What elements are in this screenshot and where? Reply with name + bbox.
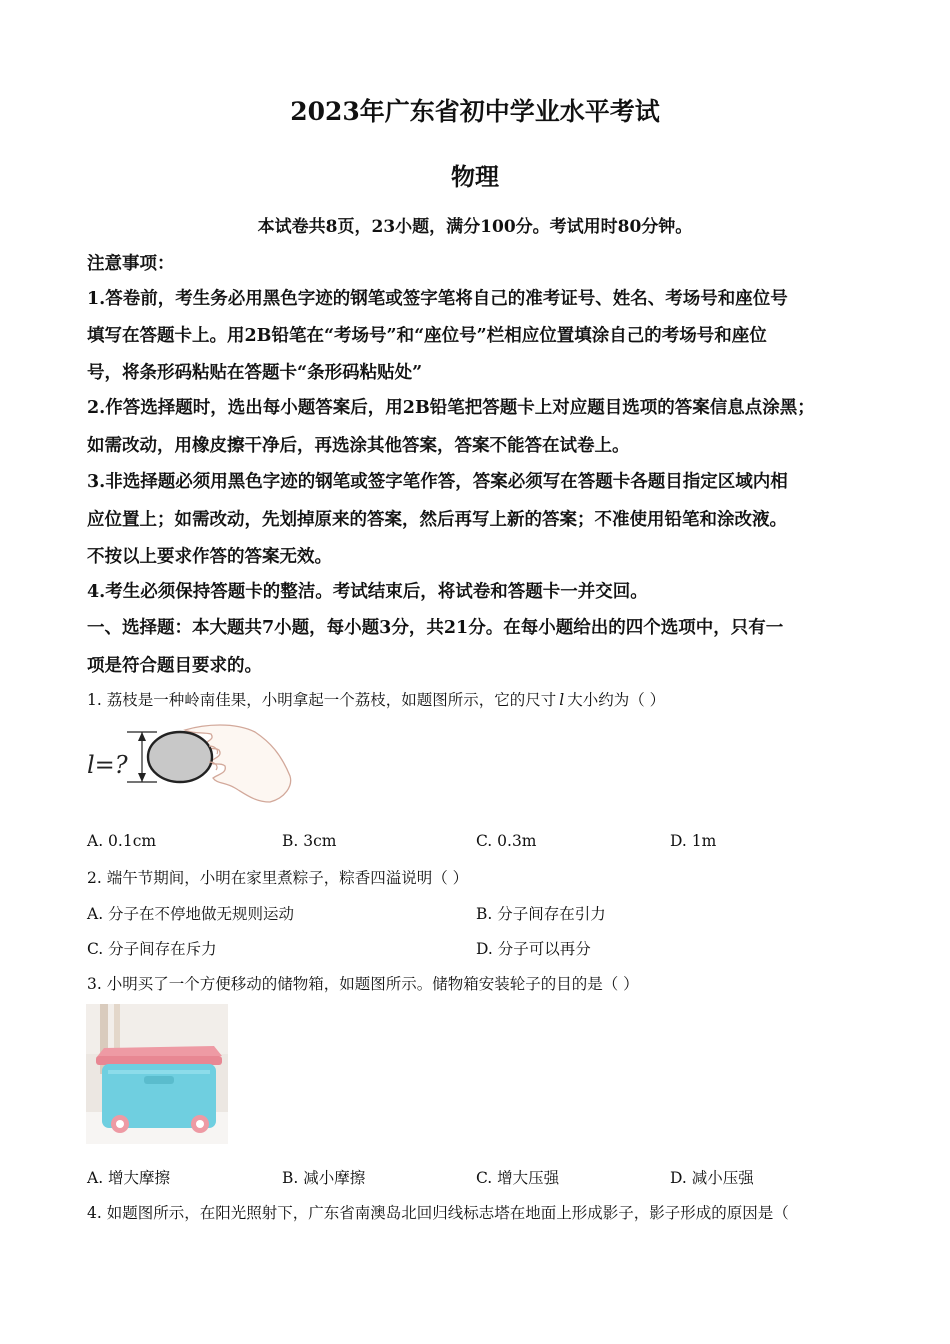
storage-box-photo <box>86 1004 228 1144</box>
option-a: A. 分子在不停地做无规则运动 <box>87 905 295 923</box>
option-d: D. 分子可以再分 <box>476 940 591 958</box>
notice-line: 1.答卷前，考生务必用黑色字迹的钢笔或签字笔将自己的准考证号、姓名、考场号和座位号 <box>87 289 788 309</box>
section-heading: 一、选择题：本大题共7小题，每小题3分，共21分。在每小题给出的四个选项中，只有一 <box>87 618 784 638</box>
notice-line: 如需改动，用橡皮擦干净后，再选涂其他答案，答案不能答在试卷上。 <box>87 436 630 456</box>
option-b: B. 3cm <box>282 832 337 850</box>
option-d: D. 1m <box>670 832 717 850</box>
question-stem: 2. 端午节期间，小明在家里煮粽子，粽香四溢说明（ ） <box>87 869 469 887</box>
exam-info: 本试卷共8页，23小题，满分100分。考试用时80分钟。 <box>257 217 693 237</box>
option-c: C. 0.3m <box>476 832 537 850</box>
option-a: A. 增大摩擦 <box>87 1169 171 1187</box>
question-stem: 1. 荔枝是一种岭南佳果，小明拿起一个荔枝，如题图所示，它的尺寸 l 大小约为（ ） <box>87 691 666 709</box>
section-heading: 项是符合题目要求的。 <box>87 656 262 676</box>
notice-heading: 注意事项： <box>87 254 175 274</box>
notice-line: 不按以上要求作答的答案无效。 <box>87 547 332 567</box>
option-c: C. 增大压强 <box>476 1169 560 1187</box>
notice-line: 2.作答选择题时，选出每小题答案后，用2B铅笔把答题卡上对应题目选项的答案信息点涂黑； <box>87 398 815 418</box>
option-c: C. 分子间存在斥力 <box>87 940 217 958</box>
option-b: B. 分子间存在引力 <box>476 905 606 923</box>
variable-l: l <box>559 691 565 709</box>
exam-subject: 物理 <box>451 162 499 191</box>
question-stem: 4. 如题图所示，在阳光照射下，广东省南澳岛北回归线标志塔在地面上形成影子，影子形成的原因是（ <box>87 1204 789 1222</box>
figure-label: l=? <box>87 751 128 779</box>
lychee-hand-figure <box>85 718 300 808</box>
question-stem: 3. 小明买了一个方便移动的储物箱，如题图所示。储物箱安装轮子的目的是（ ） <box>87 975 639 993</box>
notice-line: 应位置上；如需改动，先划掉原来的答案，然后再写上新的答案；不准使用铅笔和涂改液。 <box>87 510 787 530</box>
notice-line: 填写在答题卡上。用2B铅笔在“考场号”和“座位号”栏相应位置填涂自己的考场号和座位 <box>87 326 767 346</box>
option-d: D. 减小压强 <box>670 1169 754 1187</box>
notice-line: 3.非选择题必须用黑色字迹的钢笔或签字笔作答，答案必须写在答题卡各题目指定区域内相 <box>87 472 788 492</box>
notice-line: 号，将条形码粘贴在答题卡“条形码粘贴处” <box>87 363 423 383</box>
exam-title: 2023年广东省初中学业水平考试 <box>290 97 660 126</box>
option-a: A. 0.1cm <box>87 832 157 850</box>
option-b: B. 减小摩擦 <box>282 1169 366 1187</box>
notice-line: 4.考生必须保持答题卡的整洁。考试结束后，将试卷和答题卡一并交回。 <box>87 582 648 602</box>
